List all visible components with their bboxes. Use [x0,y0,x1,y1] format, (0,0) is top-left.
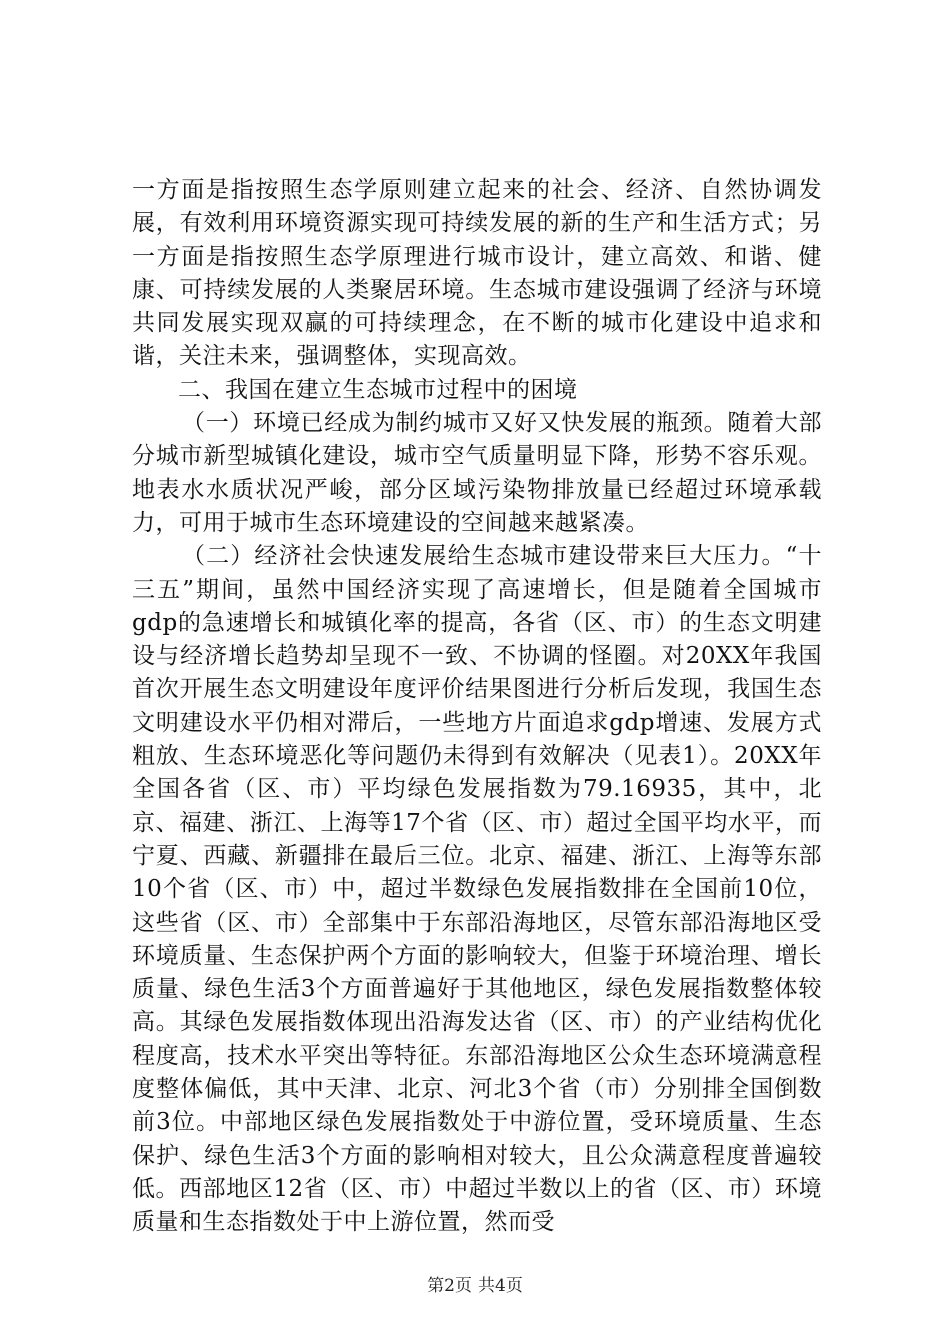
section-heading-dilemmas: 二、我国在建立生态城市过程中的困境 [178,376,578,403]
paragraph-economic-pressure: （二）经济社会快速发展给生态城市建设带来巨大压力。“十三五”期间，虽然中国经济实现了高速增长，但是随着全国城市gdp的急速增长和城镇化率的提高，各省（区、市）的生态文明建设与经济增长趋势却呈现不一致、不协调的怪圈。对20XX年我国首次开展生态文明建设年度评价结果图进行分析后发现，我国生态文明建设水平仍相对滞后，一些地方片面追求gdp增速、发展方式粗放、生态环境恶化等问题仍未得到有效解决（见表1）。20XX年全国各省（区、市）平均绿色发展指数为79.16935，其中，北京、福建、浙江、上海等17个省（区、市）超过全国平均水平，而宁夏、西藏、新疆排在最后三位。北京、福建、浙江、上海等东部10个省（区、市）中，超过半数绿色发展指数排在全国前10位，这些省（区、市）全部集中于东部沿海地区，尽管东部沿海地区受环境质量、生态保护两个方面的影响较大，但鉴于环境治理、增长质量、绿色生活3个方面普遍好于其他地区，绿色发展指数整体较高。其绿色发展指数体现出沿海发达省（区、市）的产业结构优化程度高，技术水平突出等特征。东部沿海地区公众生态环境满意程度整体偏低，其中天津、北京、河北3个省（市）分别排全国倒数前3位。中部地区绿色发展指数处于中游位置，受环境质量、生态保护、绿色生活3个方面的影响相对较大，且公众满意程度普遍较低。西部地区12省（区、市）中超过半数以上的省（区、市）环境质量和生态指数处于中上游位置，然而受 [132,543,822,1236]
page-number: 第2页 [427,1276,472,1296]
page-total: 共4页 [478,1276,523,1296]
paragraph-environment-bottleneck: （一）环境已经成为制约城市又好又快发展的瓶颈。随着大部分城市新型城镇化建设，城市空气质量明显下降，形势不容乐观。地表水水质状况严峻，部分区域污染物排放量已经超过环境承载力，可用于城市生态环境建设的空间越来越紧凑。 [132,410,822,536]
page-footer [0,1275,950,1297]
paragraph-continued-definition: 一方面是指按照生态学原则建立起来的社会、经济、自然协调发展，有效利用环境资源实现可持续发展的新的生产和生活方式；另一方面是指按照生态学原理进行城市设计，建立高效、和谐、健康、可持续发展的人类聚居环境。生态城市建设强调了经济与环境共同发展实现双赢的可持续理念，在不断的城市化建设中追求和谐，关注未来，强调整体，实现高效。 [132,177,822,370]
document-body [132,174,822,1240]
